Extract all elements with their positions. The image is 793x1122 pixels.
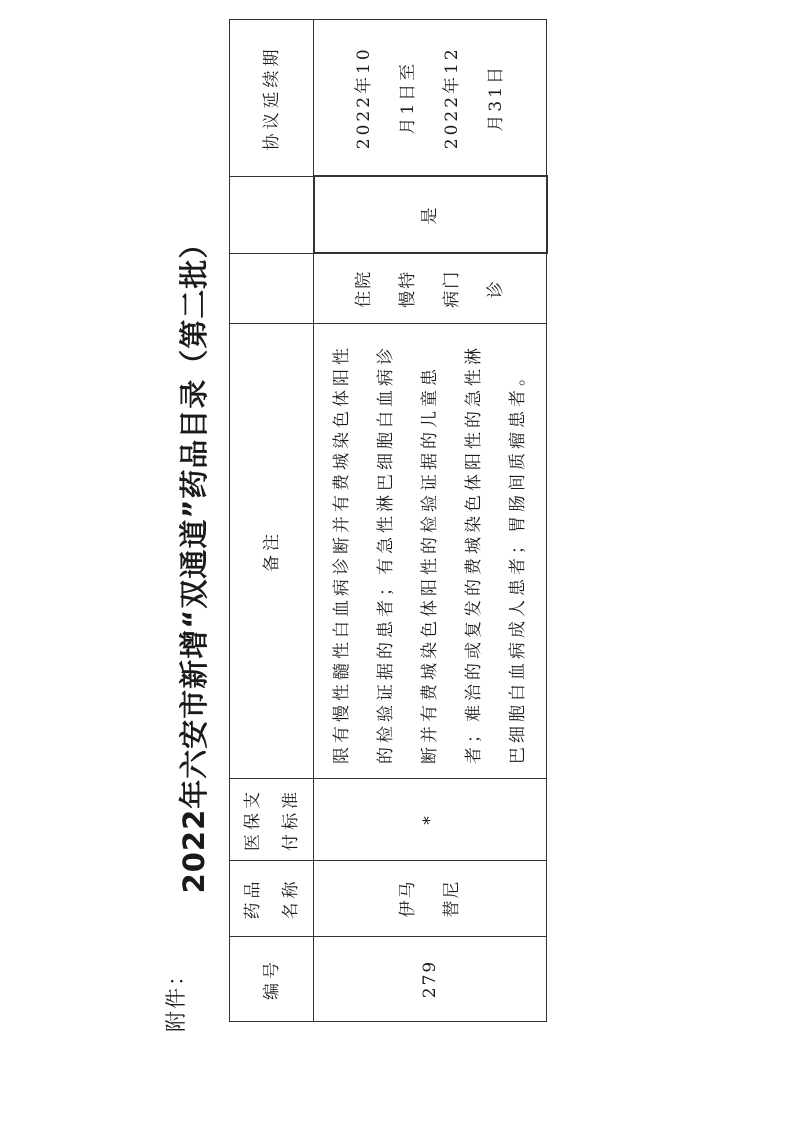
header-scope [230,254,314,324]
header-drug-name-line1: 药品 [242,877,263,920]
page-title: 2022年六安市新增“双通道”药品目录（第二批） [177,228,211,894]
row-remark: 限有慢性髓性白血病诊断并有费城染色体阳性的检验证据的患者；有急性淋巴细胞白血病诊断并有费城染色体阳性的检验证据的儿童患者；难治的或复发的费城染色体阳性的急性淋巴细胞白血病成人患者；胃肠间质瘤患者。 [314,324,547,779]
row-scope-line2: 慢特 [398,269,418,308]
attachment-label: 附件： [164,963,188,1032]
header-period: 协议延续期 [230,20,314,177]
table-row [314,20,547,1022]
row-flag: 是 [314,177,547,254]
row-scope-line3: 病门 [442,269,462,308]
header-remark: 备注 [230,324,314,779]
table-header-row [230,20,314,1022]
row-scope-line1: 住院 [354,269,374,308]
row-period-line4: 月31日 [486,63,506,132]
row-drug-name-line2: 替尼 [442,879,462,918]
header-drug-name-line2: 名称 [280,877,301,920]
row-period-line2: 月1日至 [398,60,418,135]
row-standard: * [314,779,547,861]
header-flag [230,177,314,254]
row-scope-line4: 诊 [486,279,506,299]
header-payment-standard [230,779,314,861]
row-number: 279 [314,937,547,1022]
row-period [314,20,547,177]
row-period-line3: 2022年12 [442,46,462,150]
row-scope [314,254,547,324]
header-number: 编号 [230,937,314,1022]
header-standard-line2: 付标准 [280,788,301,851]
row-period-line1: 2022年10 [354,46,374,150]
row-drug-name [314,861,547,937]
row-drug-name-line1: 伊马 [398,879,418,918]
header-drug-name [230,861,314,937]
drug-catalog-table [229,19,548,1022]
header-standard-line1: 医保支 [242,788,263,851]
